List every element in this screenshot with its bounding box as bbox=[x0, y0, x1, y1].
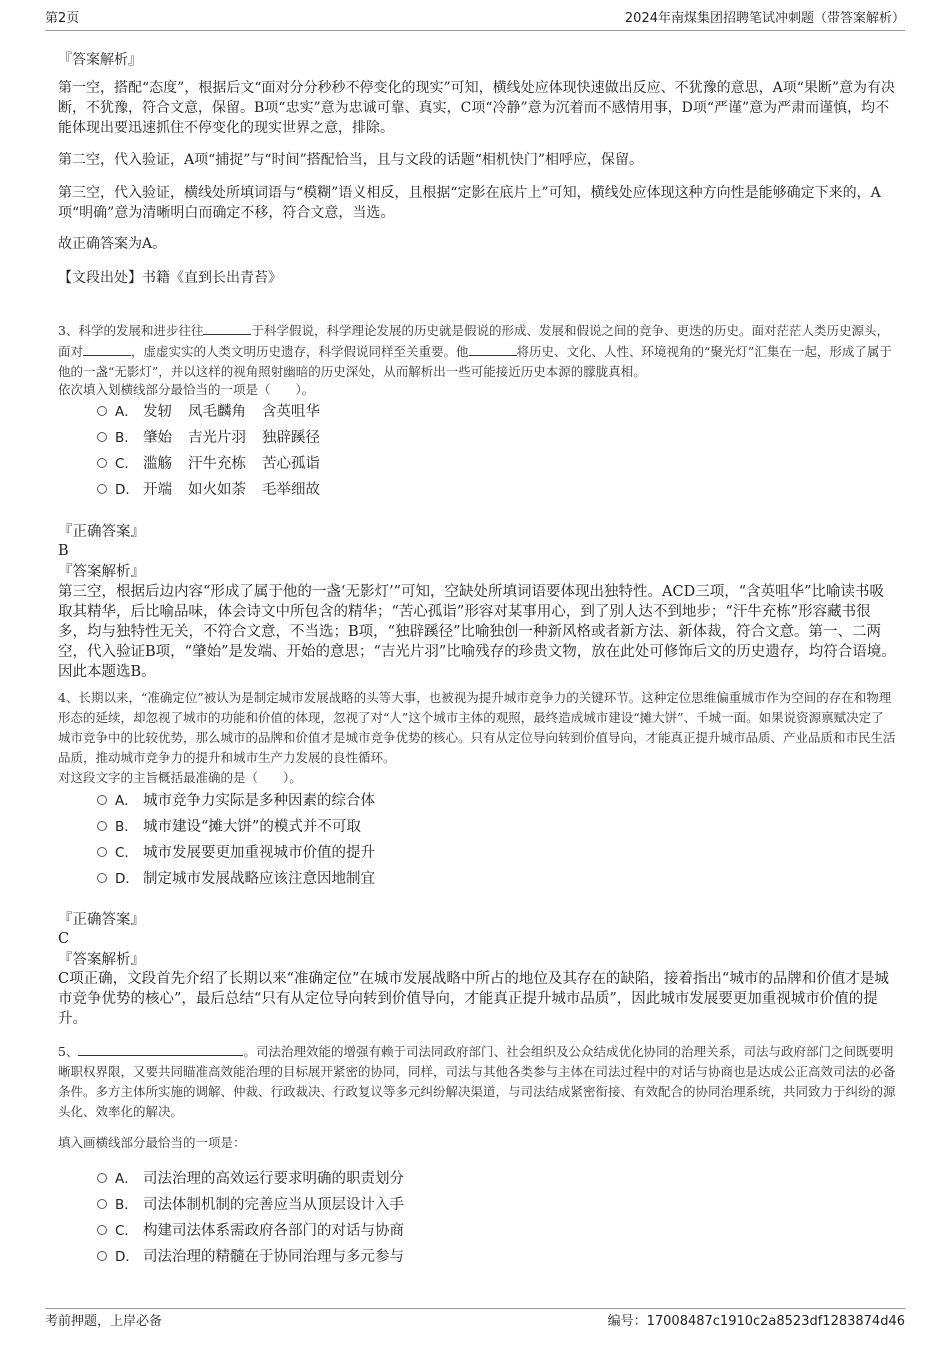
footer-slogan: 考前押题，上岸必备 bbox=[45, 1314, 163, 1329]
option-c[interactable]: C． 构建司法体系需政府各部门的对话与协商 bbox=[97, 1220, 404, 1242]
analysis-label: 『答案解析』 bbox=[58, 52, 142, 68]
question-3-prompt: 依次填入划横线部分最恰当的一项是（ ）。 bbox=[58, 382, 315, 397]
correct-answer-label: 『正确答案』 bbox=[58, 524, 145, 540]
answer-analysis: C项正确，文段首先介绍了长期以来“准确定位”在城市发展战略中所占的地位及其存在的缺陷，接着指出“城市的品牌和价值才是城市竞争优势的核心”，最后总结“只有从定位导向转到价值导向，才能真正提升城市品质”，因此城市发展要更加重视城市价值的提升。 bbox=[58, 971, 889, 1027]
option-d[interactable]: D． 开端 如火如荼 毛举细故 bbox=[97, 479, 320, 501]
radio-icon[interactable] bbox=[97, 406, 107, 416]
question-4-prompt: 对这段文字的主旨概括最准确的是（ ）。 bbox=[58, 770, 302, 785]
fill-blank bbox=[469, 341, 517, 356]
radio-icon[interactable] bbox=[97, 795, 107, 805]
page-footer bbox=[45, 1308, 905, 1333]
radio-icon[interactable] bbox=[97, 847, 107, 857]
correct-answer: C bbox=[58, 931, 70, 947]
fill-blank bbox=[78, 1041, 243, 1056]
question-3-stem: 3、科学的发展和进步往往 于科学假说，科学理论发展的历史就是假说的形成、发展和假说之间的竞争、更迭的历史。面对茫茫人类历史源头，面对 ，虚虚实实的人类文明历史遗存，科学假说同样至关重要。他 将历史、文化、人性、环境视角的“聚光灯”汇集在一起，形成了属于他的一盏“无影灯”，并以这样的视角照射幽暗的历史深处，从而解析出一些可能接近历史本源的朦胧真相。 bbox=[58, 320, 896, 382]
answer-analysis: 第三空，根据后边内容“形成了属于他的一盏‘无影灯’”可知，空缺处所填词语要体现出独特性。ACD三项，“含英咀华”比喻读书吸取其精华，后比喻品味，体会诗文中所包含的精华；“苦心孤诣”形容对某事用心，到了别人达不到地步；“汗牛充栋”形容藏书很多，均与独特性无关，不符合文意，不当选；B项，“独辟蹊径”比喻独创一种新风格或者新方法、新体裁，符合文意。第一、二两空，代入验证B项，“肇始”是发端、开始的意思；“吉光片羽”比喻残存的珍贵文物，放在此处可修饰后文的历史遗存，均符合语境。因此本题选B。 bbox=[58, 584, 896, 680]
passage-source: 【文段出处】书籍《直到长出青苔》 bbox=[58, 270, 282, 286]
option-a[interactable]: A． 发轫 凤毛麟角 含英咀华 bbox=[97, 401, 320, 423]
analysis-paragraph-2: 第二空，代入验证，A项“捕捉”与“时间”搭配恰当，且与文段的话题“相机快门”相呼应，保留。 bbox=[58, 152, 644, 168]
correct-answer: B bbox=[58, 543, 69, 559]
radio-icon[interactable] bbox=[97, 821, 107, 831]
document-title: 2024年南煤集团招聘笔试冲刺题（带答案解析） bbox=[624, 11, 905, 26]
option-b[interactable]: B． 城市建设“摊大饼”的模式并不可取 bbox=[97, 816, 361, 838]
question-5-prompt: 填入画横线部分最恰当的一项是： bbox=[58, 1135, 246, 1150]
radio-icon[interactable] bbox=[97, 1225, 107, 1235]
analysis-paragraph-1: 第一空，搭配“态度”，根据后文“面对分分秒秒不停变化的现实”可知，横线处应体现快速做出反应、不犹豫的意思，A项“果断”意为有决断，不犹豫，符合文意，保留。B项“忠实”意为忠诚可靠、真实，C项“冷静”意为沉着而不感情用事，D项“严谨”意为严肃而谨慎，均不能体现出要迅速抓住不停变化的现实世界之意，排除。 bbox=[58, 80, 896, 136]
analysis-conclusion: 故正确答案为A。 bbox=[58, 236, 167, 252]
option-a[interactable]: A． 司法治理的高效运行要求明确的职责划分 bbox=[97, 1168, 404, 1190]
fill-blank bbox=[203, 320, 251, 335]
radio-icon[interactable] bbox=[97, 873, 107, 883]
analysis-paragraph-3: 第三空，代入验证，横线处所填词语与“模糊”语义相反，且根据“定影在底片上”可知，横线处应体现这种方向性是能够确定下来的，A项“明确”意为清晰明白而确定不移，符合文意，当选。 bbox=[58, 185, 881, 221]
correct-answer-label: 『正确答案』 bbox=[58, 912, 145, 928]
radio-icon[interactable] bbox=[97, 484, 107, 494]
option-d[interactable]: D． 司法治理的精髓在于协同治理与多元参与 bbox=[97, 1246, 404, 1268]
radio-icon[interactable] bbox=[97, 1251, 107, 1261]
option-c[interactable]: C． 城市发展要更加重视城市价值的提升 bbox=[97, 842, 375, 864]
question-4-stem: 4、长期以来，“准确定位”被认为是制定城市发展战略的头等大事，也被视为提升城市竞争力的关键环节。这种定位思维偏重城市作为空间的存在和物理形态的延续，却忽视了城市的功能和价值的体现，忽视了对“人”这个城市主体的观照，最终造成城市建设“摊大饼”、千城一面。如果说资源禀赋决定了城市竞争中的比较优势，那么城市的品牌和价值才是城市竞争优势的核心。只有从定位导向转到价值导向，才能真正提升城市品质、产业品质和市民生活品质，推动城市竞争力的提升和城市生产力发展的良性循环。 bbox=[58, 690, 896, 765]
document-id: 编号：17008487c1910c2a8523df1283874d46 bbox=[607, 1314, 905, 1329]
radio-icon[interactable] bbox=[97, 1199, 107, 1209]
option-d[interactable]: D． 制定城市发展战略应该注意因地制宜 bbox=[97, 868, 375, 890]
option-c[interactable]: C． 滥觞 汗牛充栋 苦心孤诣 bbox=[97, 453, 320, 475]
radio-icon[interactable] bbox=[97, 458, 107, 468]
page-number: 第2页 bbox=[45, 11, 80, 26]
answer-analysis-label: 『答案解析』 bbox=[58, 952, 145, 968]
radio-icon[interactable] bbox=[97, 1173, 107, 1183]
radio-icon[interactable] bbox=[97, 432, 107, 442]
fill-blank bbox=[83, 341, 131, 356]
option-a[interactable]: A． 城市竞争力实际是多种因素的综合体 bbox=[97, 790, 375, 812]
question-5-stem: 5、 。司法治理效能的增强有赖于司法同政府部门、社会组织及公众结成优化协同的治理关系，司法与政府部门之间既要明晰职权界限，又要共同瞄准高效能治理的目标展开紧密的协同，同样，司法与其他各类参与主体在司法过程中的对话与协商也是达成公正高效司法的必备条件。多方主体所实施的调解、仲裁、行政裁决、行政复议等多元纠纷解决渠道，与司法结成紧密衔接、有效配合的协同治理系统，共同致力于纠纷的源头化、效率化的解决。 bbox=[58, 1041, 896, 1122]
page-header bbox=[45, 10, 905, 31]
answer-analysis-label: 『答案解析』 bbox=[58, 564, 145, 580]
option-b[interactable]: B． 肇始 吉光片羽 独辟蹊径 bbox=[97, 427, 320, 449]
option-b[interactable]: B． 司法体制机制的完善应当从顶层设计入手 bbox=[97, 1194, 404, 1216]
